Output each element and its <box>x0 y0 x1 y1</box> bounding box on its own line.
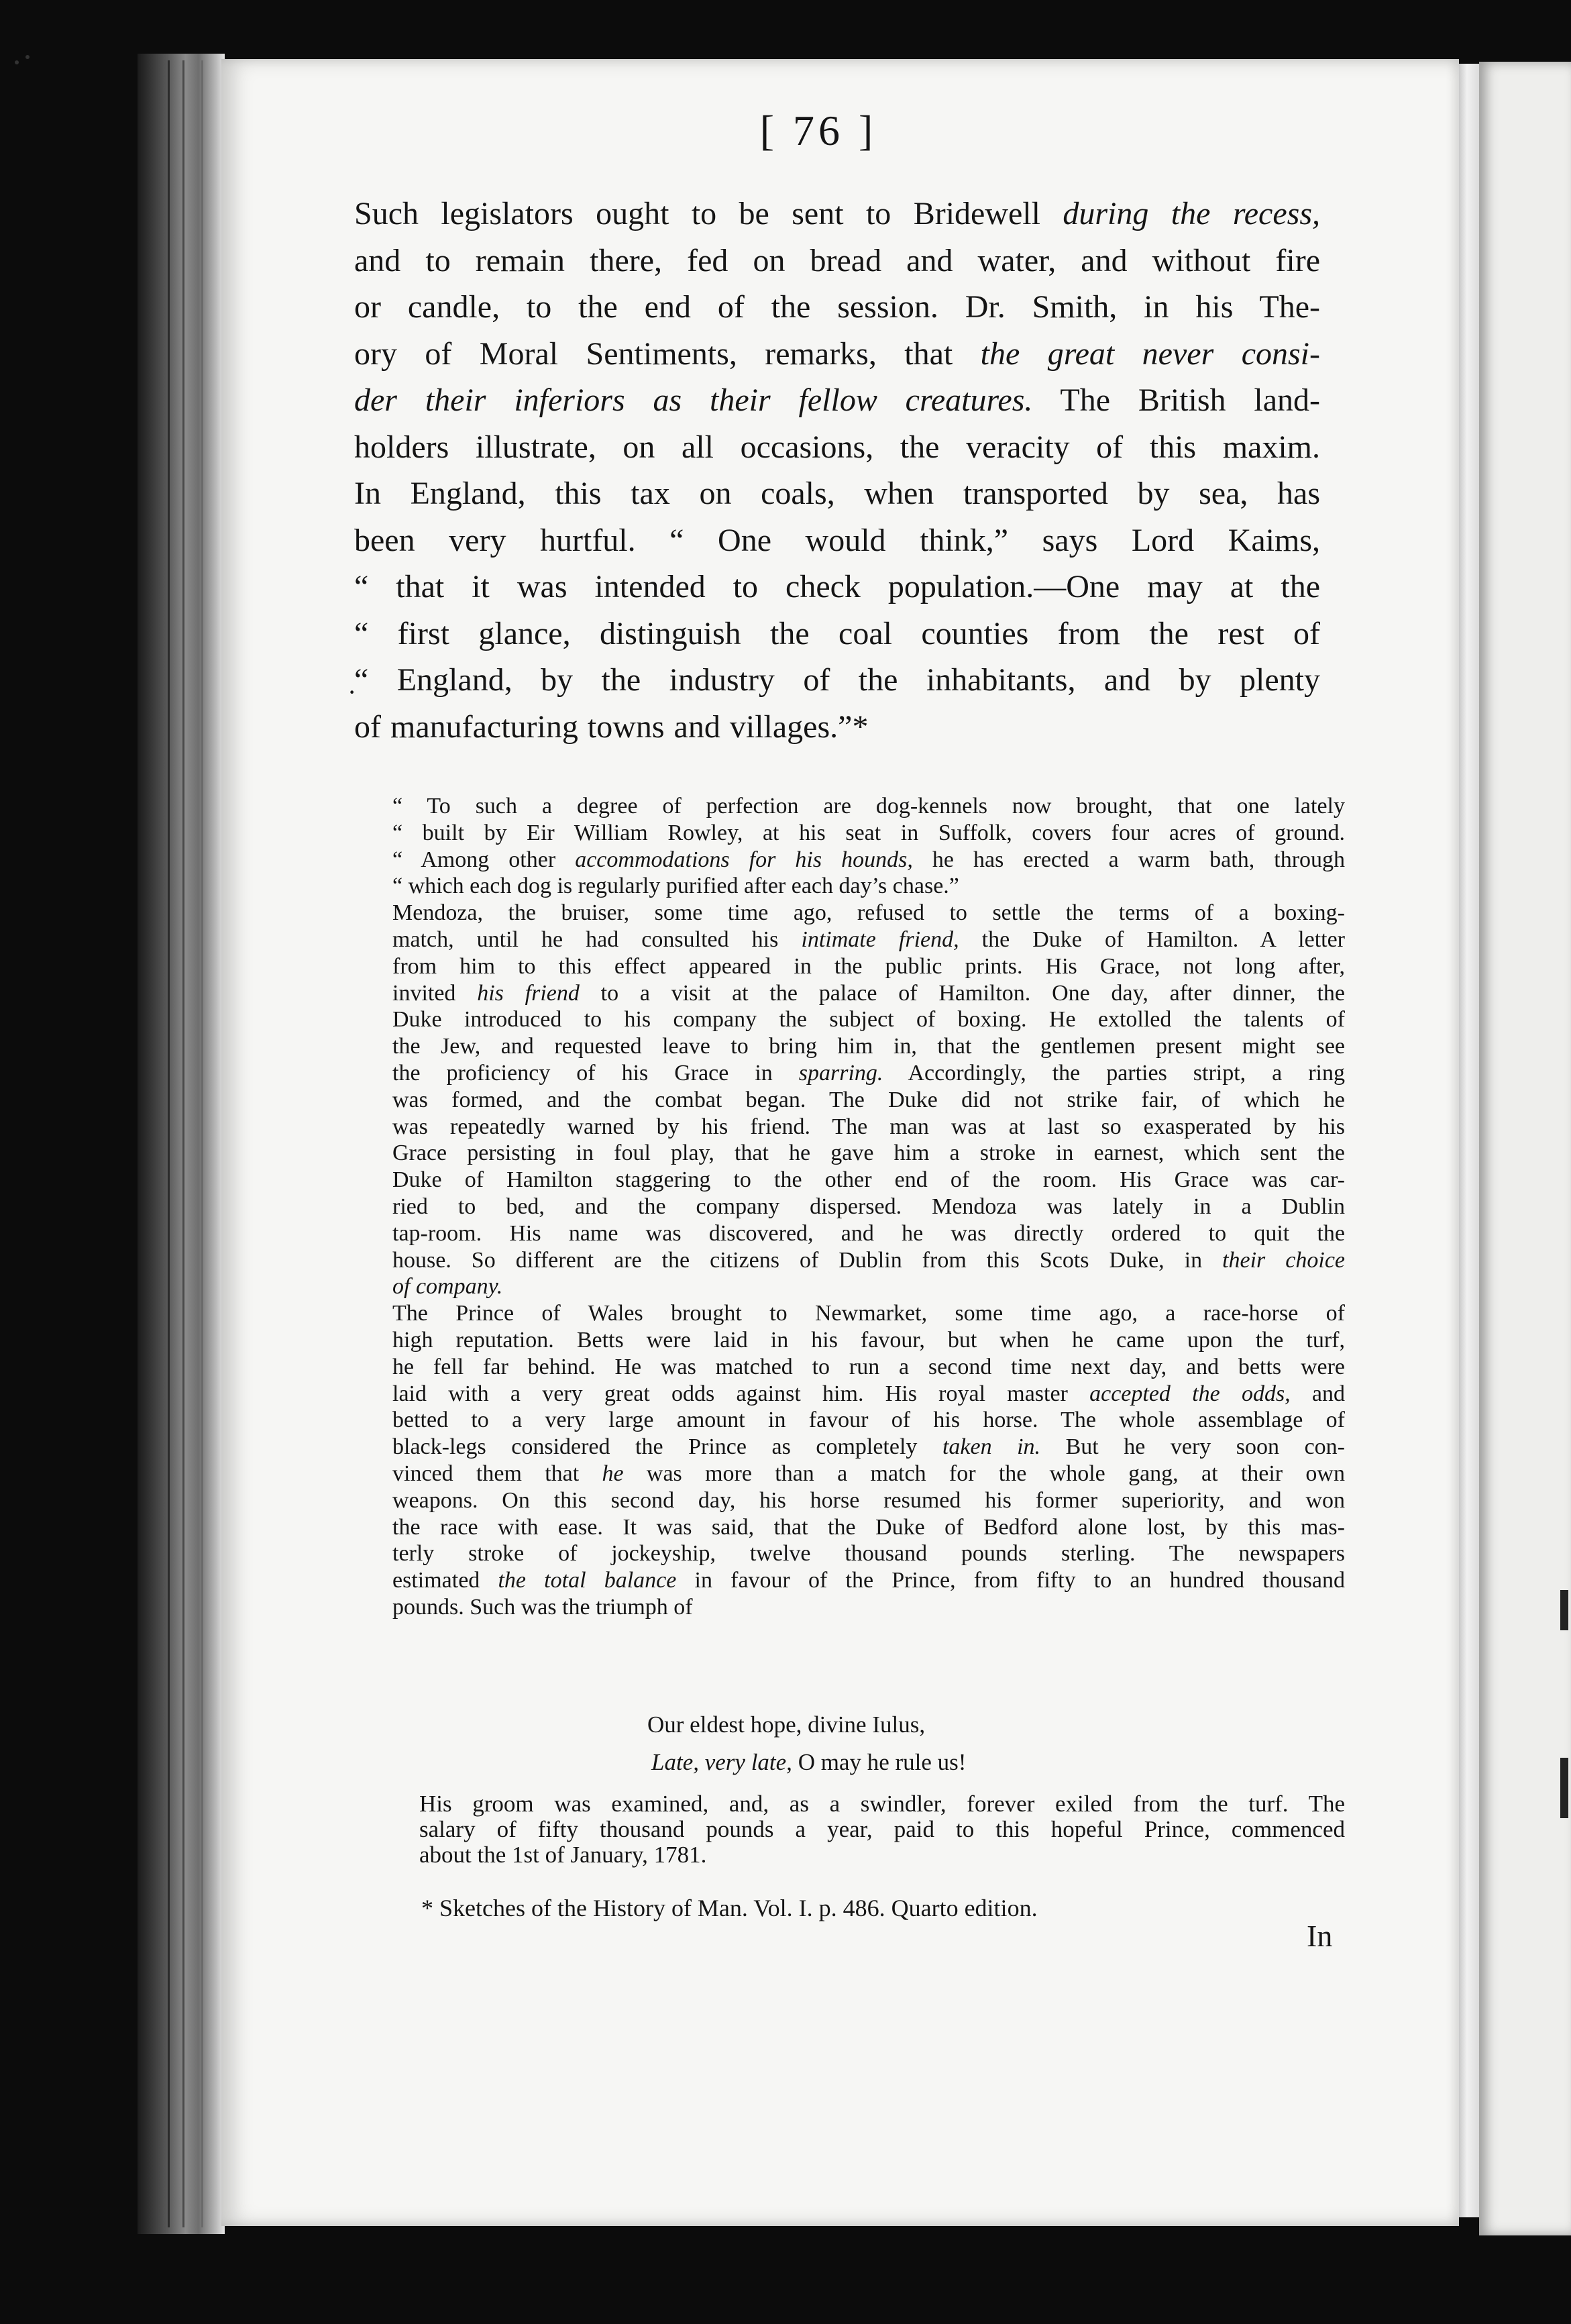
line-text: Such legislators ought to be sent to Bridewell <box>354 196 1063 231</box>
text-line <box>354 470 1320 517</box>
footnote-continued <box>419 1791 1345 1868</box>
text-line <box>354 564 1320 611</box>
text-line <box>419 1791 1345 1817</box>
text-line <box>354 517 1320 564</box>
line-text: the proficiency of his Grace in <box>392 1060 799 1086</box>
line-text: he fell far behind. He was matched to run a second time next day, and betts were <box>392 1354 1345 1379</box>
italic-phrase: of company. <box>392 1274 503 1300</box>
line-text: The British land- <box>1032 382 1320 418</box>
line-text: The Prince of Wales brought to Newmarket, some time ago, a race-horse of <box>392 1301 1345 1326</box>
italic-phrase: sparring. <box>798 1060 883 1086</box>
text-line <box>392 953 1345 980</box>
facing-page-edge <box>1479 62 1571 2235</box>
catchword: In <box>1307 1919 1333 1953</box>
text-line <box>392 1381 1345 1408</box>
line-text: and to remain there, fed on bread and water, and without fire <box>354 242 1320 278</box>
text-line <box>392 1087 1345 1114</box>
line-text: ory of Moral Sentiments, remarks, that <box>354 335 981 372</box>
line-text: to a visit at the palace of Hamilton. One day, after dinner, the <box>579 980 1345 1006</box>
text-line <box>392 820 1345 847</box>
text-line <box>419 1817 1345 1842</box>
line-text: ried to bed, and the company dispersed. Mendoza was lately in a Dublin <box>392 1194 1345 1219</box>
gutter-line <box>201 60 203 2227</box>
line-text: “ To such a degree of perfection are dog-kennels now brought, that one lately <box>392 794 1345 818</box>
text-line <box>354 284 1320 331</box>
text-line <box>392 1434 1345 1461</box>
line-text: Accordingly, the parties stript, a ring <box>883 1060 1345 1086</box>
text-line <box>392 1487 1345 1514</box>
text-line <box>392 900 1345 927</box>
line-text: or candle, to the end of the session. Dr. Smith, in his The- <box>354 289 1320 325</box>
text-line <box>392 1540 1345 1567</box>
text-line <box>354 237 1320 284</box>
line-text: from him to this effect appeared in the public prints. His Grace, not long after, <box>392 953 1345 979</box>
line-text: black-legs considered the Prince as completely <box>392 1434 942 1460</box>
text-line <box>392 873 1345 900</box>
line-text: His groom was examined, and, as a swindler, forever exiled from the turf. The <box>419 1791 1345 1817</box>
text-line <box>392 1247 1345 1274</box>
line-text: laid with a very great odds against him. His royal master <box>392 1381 1090 1406</box>
text-line <box>392 793 1345 820</box>
line-text: “ that it was intended to check population.—One may at the <box>354 569 1320 604</box>
line-text: Duke of Hamilton staggering to the other end of the room. His Grace was car- <box>392 1167 1345 1193</box>
line-text: tap-room. His name was discovered, and he was directly ordered to quit the <box>392 1220 1345 1246</box>
facing-page-mark <box>1560 1590 1568 1630</box>
poem-line-2-rest: O may he rule us! <box>792 1749 967 1775</box>
text-line <box>392 1461 1345 1487</box>
text-line <box>392 1354 1345 1381</box>
text-line <box>354 331 1320 378</box>
line-text: high reputation. Betts were laid in his favour, but when he came upon the turf, <box>392 1327 1345 1353</box>
line-text: the race with ease. It was said, that the Duke of Bedford alone lost, by this mas- <box>392 1514 1345 1540</box>
line-text: weapons. On this second day, his horse resumed his former superiority, and won <box>392 1487 1345 1513</box>
text-line <box>354 424 1320 471</box>
line-text: holders illustrate, on all occasions, the veracity of this maxim. <box>354 429 1320 465</box>
line-text: the Duke of Hamilton. A letter <box>959 927 1346 952</box>
text-line <box>392 1114 1345 1141</box>
text-line <box>392 847 1345 874</box>
text-line <box>354 611 1320 657</box>
text-line <box>392 927 1345 953</box>
line-text: in favour of the Prince, from fifty to an hundred thousand <box>676 1568 1345 1593</box>
line-text: salary of fifty thousand pounds a year, paid to this hopeful Prince, commenced <box>419 1816 1345 1842</box>
line-text: of manufacturing towns and villages.”* <box>354 708 869 745</box>
line-text: was more than a match for the whole gang, at their own <box>623 1461 1345 1486</box>
text-line <box>392 1273 1345 1300</box>
text-line <box>392 1033 1345 1060</box>
text-line <box>392 1300 1345 1327</box>
line-text: match, until he had consulted his <box>392 927 802 952</box>
page-number: [ 76 ] <box>759 107 877 154</box>
text-line <box>392 980 1345 1007</box>
line-text: about the 1st of January, 1781. <box>419 1842 707 1868</box>
scan-speck <box>25 55 30 59</box>
gutter-line <box>168 60 170 2227</box>
line-text: was repeatedly warned by his friend. The man was at last so exasperated by his <box>392 1114 1345 1139</box>
line-text: “ built by Eir William Rowley, at his seat in Suffolk, covers four acres of ground. <box>392 820 1345 845</box>
line-text: he has erected a warm bath, through <box>912 847 1346 872</box>
gutter-line <box>182 60 184 2227</box>
book-gutter <box>138 54 225 2234</box>
text-line <box>392 1594 1345 1621</box>
italic-phrase: taken in. <box>942 1434 1041 1460</box>
line-text: terly stroke of jockeyship, twelve thousand pounds sterling. The newspapers <box>392 1541 1345 1567</box>
line-text: house. So different are the citizens of Dublin from this Scots Duke, in <box>392 1247 1223 1273</box>
source-footnote: * Sketches of the History of Man. Vol. I. p. 486. Quarto edition. <box>421 1895 1038 1921</box>
line-text: pounds. Such was the triumph of <box>392 1594 693 1620</box>
text-line <box>354 377 1320 424</box>
page-edge <box>1459 64 1479 2217</box>
poem-quote <box>647 1706 1157 1781</box>
text-line <box>354 657 1320 704</box>
line-text: Grace persisting in foul play, that he gave him a stroke in earnest, which sent the <box>392 1141 1345 1166</box>
line-text: was formed, and the combat began. The Duke did not strike fair, of which he <box>392 1087 1345 1112</box>
poem-line-2-italic: Late, very late, <box>651 1749 792 1775</box>
margin-dot: · <box>347 677 357 707</box>
text-line <box>392 1327 1345 1354</box>
text-line <box>392 1407 1345 1434</box>
text-line <box>354 191 1320 237</box>
text-line <box>392 1060 1345 1087</box>
text-line <box>392 1194 1345 1220</box>
line-text: “ which each dog is regularly purified after each day’s chase.” <box>392 874 959 899</box>
italic-phrase: during the recess, <box>1063 196 1320 231</box>
text-line <box>392 1167 1345 1194</box>
line-text: invited <box>392 980 478 1006</box>
line-text: estimated <box>392 1568 498 1593</box>
facing-page-mark <box>1560 1758 1568 1818</box>
scan-speck <box>15 60 19 64</box>
text-line <box>392 1220 1345 1247</box>
text-line <box>392 1514 1345 1541</box>
italic-phrase: the great never consi- <box>980 335 1321 372</box>
italic-phrase: accommodations for his hounds, <box>575 847 913 872</box>
poem-line-2 <box>647 1744 1157 1781</box>
text-line <box>354 704 1320 751</box>
line-text: But he very soon con- <box>1040 1434 1345 1460</box>
line-text: “ first glance, distinguish the coal counties from the rest of <box>354 615 1320 651</box>
poem-line-1: Our eldest hope, divine Iulus, <box>647 1711 926 1738</box>
line-text: Duke introduced to his company the subject of boxing. He extolled the talents of <box>392 1007 1345 1033</box>
italic-phrase: their choice <box>1222 1247 1345 1273</box>
line-text: and <box>1290 1381 1345 1406</box>
text-line <box>392 1567 1345 1594</box>
italic-phrase: his friend <box>477 980 580 1006</box>
italic-phrase: the total balance <box>498 1568 677 1593</box>
italic-phrase: intimate friend, <box>801 927 959 952</box>
line-text: vinced them that <box>392 1461 602 1486</box>
line-text: In England, this tax on coals, when transported by sea, has <box>354 476 1320 511</box>
line-text: the Jew, and requested leave to bring him in, that the gentlemen present might see <box>392 1034 1345 1059</box>
main-text <box>354 191 1320 750</box>
italic-phrase: der their inferiors as their fellow creatures. <box>354 382 1033 418</box>
line-text: Mendoza, the bruiser, some time ago, refused to settle the terms of a boxing- <box>392 900 1345 926</box>
line-text: been very hurtful. “ One would think,” says Lord Kaims, <box>354 522 1320 558</box>
footnote-text <box>392 793 1345 1621</box>
italic-phrase: he <box>602 1461 624 1486</box>
text-line <box>392 1140 1345 1167</box>
line-text: betted to a very large amount in favour of his horse. The whole assemblage of <box>392 1408 1345 1433</box>
text-line <box>392 1006 1345 1033</box>
line-text: “ Among other <box>392 847 576 872</box>
line-text: “ England, by the industry of the inhabitants, and by plenty <box>354 662 1320 698</box>
text-line <box>419 1842 1345 1868</box>
italic-phrase: accepted the odds, <box>1089 1381 1291 1406</box>
